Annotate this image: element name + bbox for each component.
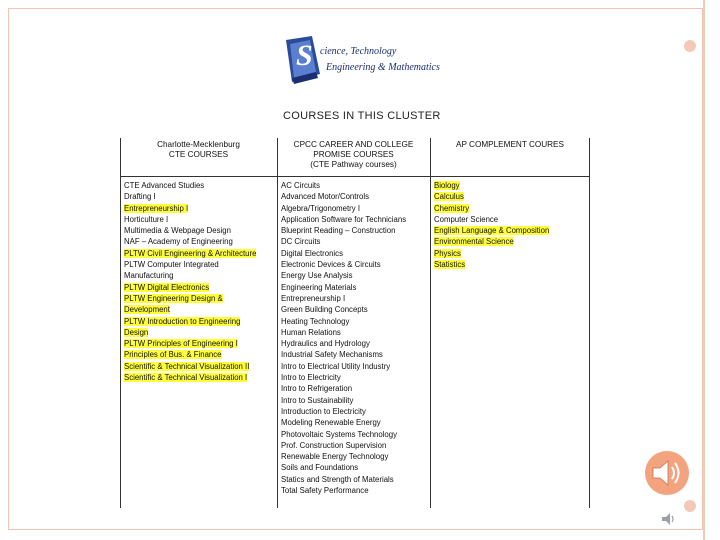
cms-course-item-text: Horticulture I (124, 214, 169, 224)
cpcc-course-item (281, 259, 406, 270)
cms-course-item (124, 270, 256, 281)
cpcc-course-item (281, 383, 406, 394)
cpcc-course-item (281, 451, 406, 462)
ap-course-item-text: Biology (434, 181, 460, 190)
cms-course-item-text: Drafting I (124, 192, 156, 202)
cms-course-item-text: Design (124, 327, 149, 337)
cpcc-course-item-text: Energy Use Analysis (281, 271, 353, 281)
cpcc-course-item-text: Industrial Safety Mechanisms (281, 350, 383, 360)
cpcc-course-item (281, 214, 406, 225)
ap-course-item-text: Physics (434, 248, 461, 258)
cpcc-course-item-text: Intro to Sustainability (281, 395, 354, 405)
cms-course-item (124, 191, 256, 202)
cms-course-item-text: PLTW Engineering Design & (124, 293, 223, 303)
ap-course-item (434, 225, 549, 236)
speaker-icon[interactable] (644, 450, 690, 496)
ap-course-item-text: English Language & Composition (434, 226, 550, 236)
cpcc-course-item-text: Introduction to Electricity (281, 406, 366, 416)
cpcc-course-item (281, 440, 406, 451)
ap-course-item (434, 236, 549, 247)
cms-course-item-text: PLTW Digital Electronics (124, 282, 210, 292)
col2-header-line: (CTE Pathway courses) (310, 160, 397, 169)
ap-course-item-text: Computer Science (434, 214, 499, 224)
cpcc-course-item-text: Prof. Construction Supervision (281, 440, 387, 450)
cpcc-course-item-text: Engineering Materials (281, 282, 357, 292)
cpcc-courses-list (281, 180, 406, 496)
stem-logo (282, 34, 440, 86)
cms-course-item (124, 372, 256, 383)
cpcc-course-item-text: Electronic Devices & Circuits (281, 260, 381, 270)
col2-header-line: PROMISE COURSES (313, 150, 394, 159)
cms-course-item-text: Entrepreneurship I (124, 203, 189, 213)
cpcc-course-item-text: Intro to Refrigeration (281, 384, 353, 394)
col2-header (277, 140, 430, 170)
cms-course-item (124, 361, 256, 372)
cpcc-course-item-text: Intro to Electricity (281, 373, 341, 383)
cpcc-course-item (281, 191, 406, 202)
col1-header-line: Charlotte-Mecklenburg (157, 140, 240, 149)
col1-header (120, 140, 277, 160)
ap-course-item (434, 248, 549, 259)
cms-course-item-text: Principles of Bus. & Finance (124, 350, 222, 360)
cms-course-item-text: Development (124, 305, 170, 315)
cpcc-course-item-text: Digital Electronics (281, 248, 343, 258)
logo-line-2: Engineering & Mathematics (326, 62, 440, 73)
cms-course-item-text: NAF – Academy of Engineering (124, 237, 233, 247)
col3-header-line: AP COMPLEMENT COURES (456, 140, 564, 149)
cms-course-item (124, 304, 256, 315)
cpcc-course-item-text: Entrepreneurship I (281, 293, 346, 303)
logo-line-1: cience, Technology (320, 46, 397, 57)
ap-courses-list (434, 180, 549, 270)
cpcc-course-item (281, 248, 406, 259)
cms-course-item-text: Multimedia & Webpage Design (124, 226, 231, 236)
cpcc-course-item-text: Green Building Concepts (281, 305, 368, 315)
cpcc-course-item-text: Human Relations (281, 327, 341, 337)
cpcc-course-item-text: Renewable Energy Technology (281, 452, 389, 462)
accent-dot (684, 40, 696, 52)
cpcc-course-item-text: DC Circuits (281, 237, 321, 247)
cpcc-course-item (281, 338, 406, 349)
courses-table (120, 138, 590, 508)
cms-course-item (124, 282, 256, 293)
cpcc-course-item (281, 417, 406, 428)
cms-course-item (124, 316, 256, 327)
cpcc-course-item (281, 485, 406, 496)
ap-course-item (434, 259, 549, 270)
cpcc-course-item (281, 395, 406, 406)
cms-course-item (124, 349, 256, 360)
cms-course-item-text: PLTW Computer Integrated (124, 260, 219, 270)
cms-course-item (124, 327, 256, 338)
cpcc-course-item-text: Blueprint Reading – Construction (281, 226, 396, 236)
cms-course-item (124, 338, 256, 349)
cpcc-course-item-text: Photovoltaic Systems Technology (281, 429, 398, 439)
cluster-title: COURSES IN THIS CLUSTER (283, 110, 441, 122)
table-divider (430, 138, 431, 508)
table-border (120, 138, 121, 508)
cpcc-course-item-text: Algebra/Trigonometry I (281, 203, 361, 213)
logo-letter: S (296, 39, 313, 72)
cpcc-course-item (281, 474, 406, 485)
cms-course-item-text: PLTW Principles of Engineering I (124, 339, 238, 349)
cms-course-item (124, 248, 256, 259)
cpcc-course-item-text: Application Software for Technicians (281, 214, 407, 224)
cpcc-course-item (281, 236, 406, 247)
cpcc-course-item-text: Modeling Renewable Energy (281, 418, 381, 428)
right-accent-bar (703, 0, 705, 540)
cpcc-course-item (281, 304, 406, 315)
cms-course-item-text: PLTW Introduction to Engineering (124, 316, 241, 326)
cms-course-item-text: CTE Advanced Studies (124, 181, 205, 190)
cpcc-course-item (281, 293, 406, 304)
cpcc-course-item (281, 372, 406, 383)
cpcc-course-item (281, 225, 406, 236)
cpcc-course-item (281, 429, 406, 440)
cms-cte-courses-list (124, 180, 256, 383)
cpcc-course-item-text: Total Safety Performance (281, 486, 369, 496)
ap-course-item-text: Environmental Science (434, 237, 514, 247)
cpcc-course-item-text: Heating Technology (281, 316, 350, 326)
ap-course-item-text: Statistics (434, 260, 466, 270)
cpcc-course-item-text: Advanced Motor/Controls (281, 192, 369, 202)
cpcc-course-item (281, 180, 406, 191)
cpcc-course-item-text: Intro to Electrical Utility Industry (281, 361, 391, 371)
cms-course-item-text: Scientific & Technical Visualization I (124, 373, 248, 383)
cms-course-item (124, 214, 256, 225)
cpcc-course-item (281, 406, 406, 417)
cpcc-course-item (281, 282, 406, 293)
ap-course-item (434, 191, 549, 202)
ap-course-item-text: Chemistry (434, 203, 470, 213)
ap-course-item (434, 214, 549, 225)
cpcc-course-item-text: Soils and Foundations (281, 463, 359, 473)
accent-dot (684, 500, 696, 512)
cpcc-course-item-text: AC Circuits (281, 181, 320, 190)
cms-course-item (124, 259, 256, 270)
header-divider (120, 176, 590, 177)
cms-course-item-text: Manufacturing (124, 271, 174, 281)
audio-icon[interactable] (661, 512, 677, 526)
cms-course-item-text: PLTW Civil Engineering & Architecture (124, 248, 257, 258)
table-divider (277, 138, 278, 508)
cpcc-course-item (281, 361, 406, 372)
cpcc-course-item (281, 462, 406, 473)
ap-course-item-text: Calculus (434, 192, 464, 202)
col2-header-line: CPCC CAREER AND COLLEGE (293, 140, 414, 149)
cms-course-item (124, 180, 256, 191)
cpcc-course-item-text: Hydraulics and Hydrology (281, 339, 370, 349)
cms-course-item (124, 293, 256, 304)
cms-course-item (124, 225, 256, 236)
ap-course-item (434, 180, 549, 191)
ap-course-item (434, 203, 549, 214)
cpcc-course-item (281, 203, 406, 214)
cpcc-course-item (281, 270, 406, 281)
cms-course-item-text: Scientific & Technical Visualization II (124, 361, 250, 371)
table-border (589, 138, 590, 508)
col3-header (430, 140, 590, 150)
cpcc-course-item-text: Statics and Strength of Materials (281, 474, 394, 484)
cpcc-course-item (281, 349, 406, 360)
cms-course-item (124, 236, 256, 247)
cpcc-course-item (281, 327, 406, 338)
cpcc-course-item (281, 316, 406, 327)
col1-header-line: CTE COURSES (168, 150, 229, 159)
cms-course-item (124, 203, 256, 214)
